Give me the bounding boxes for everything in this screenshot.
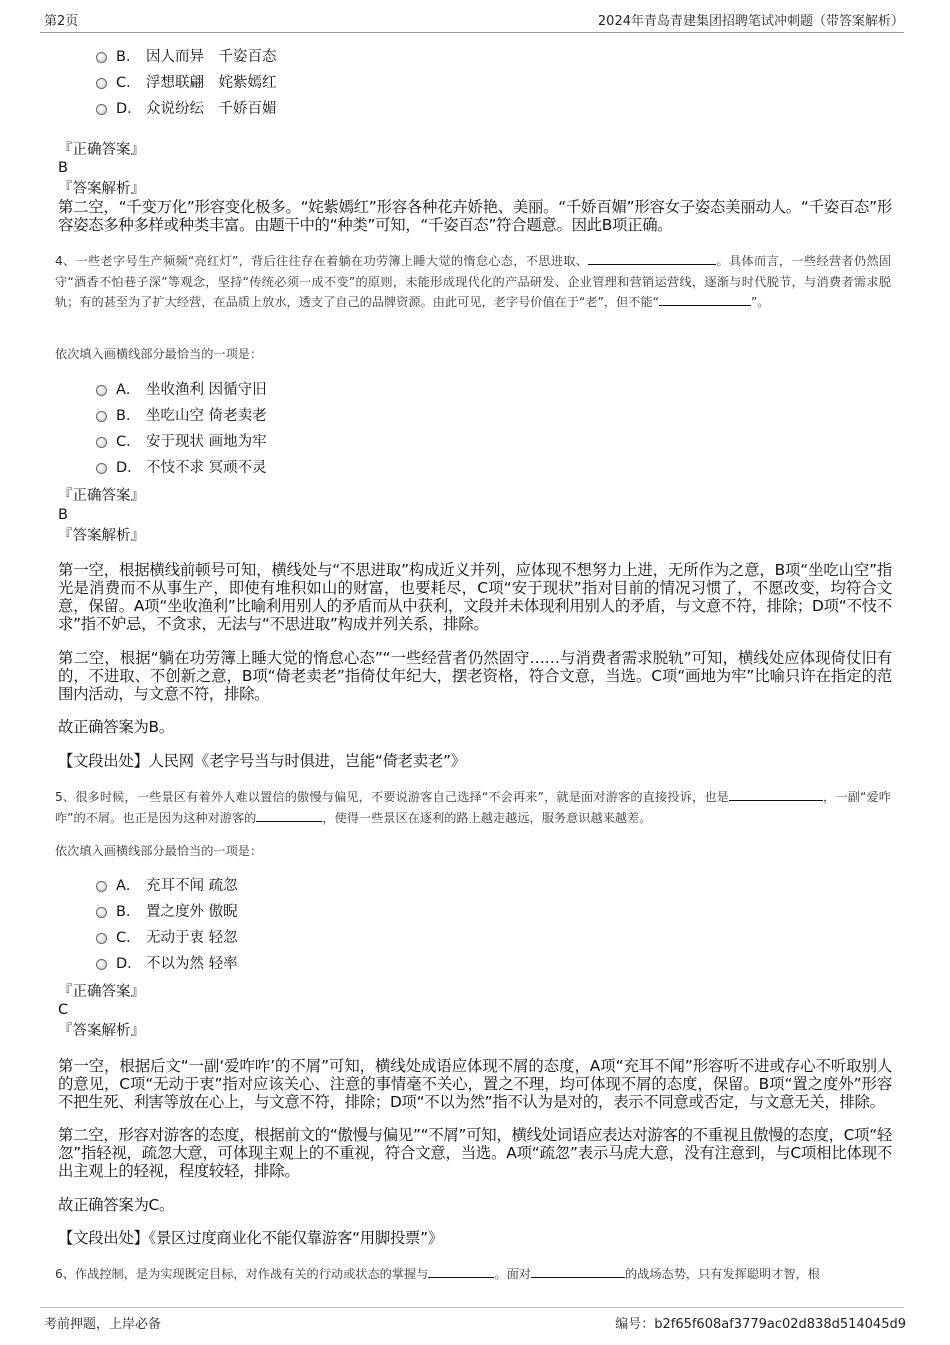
radio-icon[interactable] bbox=[96, 933, 107, 944]
analysis-paragraph-2: 第二空，根据“躺在功劳簿上睡大觉的惰怠心态”“一些经营者仍然固守……与消费者需求脱轨”可知，横线处应体现倚仗旧有的，不进取、不创新之意，B项“倚老卖老”指倚仗年纪大，摆老资格，符合文意，当选。C项“画地为牢”比喻只许在指定的范围内活动，与文意不符，排除。 bbox=[58, 649, 892, 703]
analysis-paragraph-1: 第一空，根据横线前顿号可知，横线处与“不思进取”构成近义并列，应体现不想努力上进，无所作为之意，B项“坐吃山空”指光是消费而不从事生产，即使有堆积如山的财富，也要耗尽，C项“安于现状”指对目前的情况习惯了，不愿改变，均符合文意，保留。A项“坐收渔利”比喻利用别人的矛盾而从中获利，文段并未体现利用别人的矛盾，与文意不符，排除；D项“不忮不求”指不妒忌，不贪求，无法与“不思进取”构成并列关系，排除。 bbox=[58, 561, 892, 633]
analysis-label: 『答案解析』 bbox=[58, 528, 145, 544]
option-d[interactable]: D． 众说纷纭 千娇百媚 bbox=[96, 99, 277, 119]
source: 【文段出处】《景区过度商业化不能仅靠游客“用脚投票”》 bbox=[58, 1229, 443, 1247]
radio-icon[interactable] bbox=[96, 437, 107, 448]
answer-value: C bbox=[58, 1002, 69, 1018]
option-b[interactable]: B． 置之度外 傲睨 bbox=[96, 902, 238, 922]
analysis-text: 第二空，“千变万化”形容变化极多。“姹紫嫣红”形容各种花卉娇艳、美丽。“千娇百媚”形容女子姿态美丽动人。“千姿百态”形容姿态多种多样或种类丰富。由题干中的“种类”可知，“千姿百态”符合题意。因此B项正确。 bbox=[58, 198, 892, 234]
option-c[interactable]: C． 安于现状 画地为牢 bbox=[96, 432, 267, 452]
radio-icon[interactable] bbox=[96, 881, 107, 892]
answer-label: 『正确答案』 bbox=[58, 984, 145, 1000]
radio-icon[interactable] bbox=[96, 78, 107, 89]
option-d[interactable]: D． 不忮不求 冥顽不灵 bbox=[96, 458, 267, 478]
question-prompt: 依次填入画横线部分最恰当的一项是： bbox=[55, 844, 263, 858]
option-a[interactable]: A． 充耳不闻 疏忽 bbox=[96, 876, 238, 896]
analysis-label: 『答案解析』 bbox=[58, 1023, 145, 1039]
answer-label: 『正确答案』 bbox=[58, 488, 145, 504]
conclusion: 故正确答案为C。 bbox=[58, 1196, 175, 1214]
question-5-stem: 5、很多时候，一些景区有着外人难以置信的傲慢与偏见，不要说游客自己选择“不会再来”，就是面对游客的直接投诉，也是 ，一副“爱咋咋”的不屑。也正是因为这种对游客的 ，使得一些景区在逐利的路上越走越远，服务意识越来越差。 bbox=[55, 790, 891, 825]
analysis-paragraph-1: 第一空，根据后文“一副‘爱咋咋’的不屑”可知，横线处成语应体现不屑的态度，A项“充耳不闻”形容听不进或存心不听取别人的意见，C项“无动于衷”指对应该关心、注意的事情毫不关心，置之不理，均可体现不屑的态度，保留。B项“置之度外”形容不把生死、利害等放在心上，与文意不符，排除；D项“不以为然”指不认为是对的，表示不同意或否定，与文意无关，排除。 bbox=[58, 1057, 892, 1111]
option-c[interactable]: C． 浮想联翩 姹紫嫣红 bbox=[96, 73, 277, 93]
page-number: 第2页 bbox=[44, 14, 79, 29]
radio-icon[interactable] bbox=[96, 104, 107, 115]
analysis-paragraph-2: 第二空，形容对游客的态度，根据前文的“傲慢与偏见”“不屑”可知，横线处词语应表达对游客的不重视且傲慢的态度，C项“轻忽”指轻视，疏忽大意，可体现主观上的不重视，符合文意，当选。A项“疏忽”表示马虎大意，没有注意到，与C项相比体现不出主观上的轻视，程度较轻，排除。 bbox=[58, 1126, 892, 1180]
analysis-label: 『答案解析』 bbox=[58, 181, 145, 197]
document-title: 2024年青岛青建集团招聘笔试冲刺题（带答案解析） bbox=[597, 14, 904, 29]
answer-value: B bbox=[58, 160, 68, 176]
option-b[interactable]: B． 坐吃山空 倚老卖老 bbox=[96, 406, 267, 426]
option-b[interactable]: B． 因人而异 千姿百态 bbox=[96, 47, 277, 67]
radio-icon[interactable] bbox=[96, 411, 107, 422]
radio-icon[interactable] bbox=[96, 907, 107, 918]
footer-divider bbox=[40, 1307, 904, 1308]
source: 【文段出处】人民网《老字号当与时俱进，岂能“倚老卖老”》 bbox=[58, 752, 466, 770]
question-6-stem: 6、作战控制，是为实现既定目标，对作战有关的行动或状态的掌握与 。面对 的战场态势，只有发挥聪明才智，根 bbox=[55, 1267, 820, 1281]
radio-icon[interactable] bbox=[96, 463, 107, 474]
conclusion: 故正确答案为B。 bbox=[58, 718, 174, 736]
radio-icon[interactable] bbox=[96, 385, 107, 396]
question-prompt: 依次填入画横线部分最恰当的一项是： bbox=[55, 347, 263, 361]
option-c[interactable]: C． 无动于衷 轻忽 bbox=[96, 928, 238, 948]
option-d[interactable]: D． 不以为然 轻率 bbox=[96, 954, 238, 974]
footer-slogan: 考前押题，上岸必备 bbox=[44, 1317, 162, 1332]
answer-label: 『正确答案』 bbox=[58, 142, 145, 158]
answer-value: B bbox=[58, 507, 68, 523]
radio-icon[interactable] bbox=[96, 959, 107, 970]
document-id: 编号：b2f65f608af3779ac02d838d514045d9 bbox=[615, 1317, 906, 1332]
option-a[interactable]: A． 坐收渔利 因循守旧 bbox=[96, 380, 267, 400]
radio-icon[interactable] bbox=[96, 52, 107, 63]
question-4-stem: 4、一些老字号生产频频“亮红灯”，背后往往存在着躺在功劳簿上睡大觉的惰怠心态，不思进取、 。具体而言，一些经营者仍然固守“酒香不怕巷子深”等观念，坚持“传统必须一成不变”的原则，未能形成现代化的产品研发、企业管理和营销运营线，逐渐与时代脱节，与消费者需求脱轨；有的甚至为了扩大经营，在品质上放水，透支了自己的品牌资源。由此可见，老字号价值在于“老”，但不能“ ”。 bbox=[55, 254, 892, 309]
header-divider bbox=[40, 32, 904, 33]
